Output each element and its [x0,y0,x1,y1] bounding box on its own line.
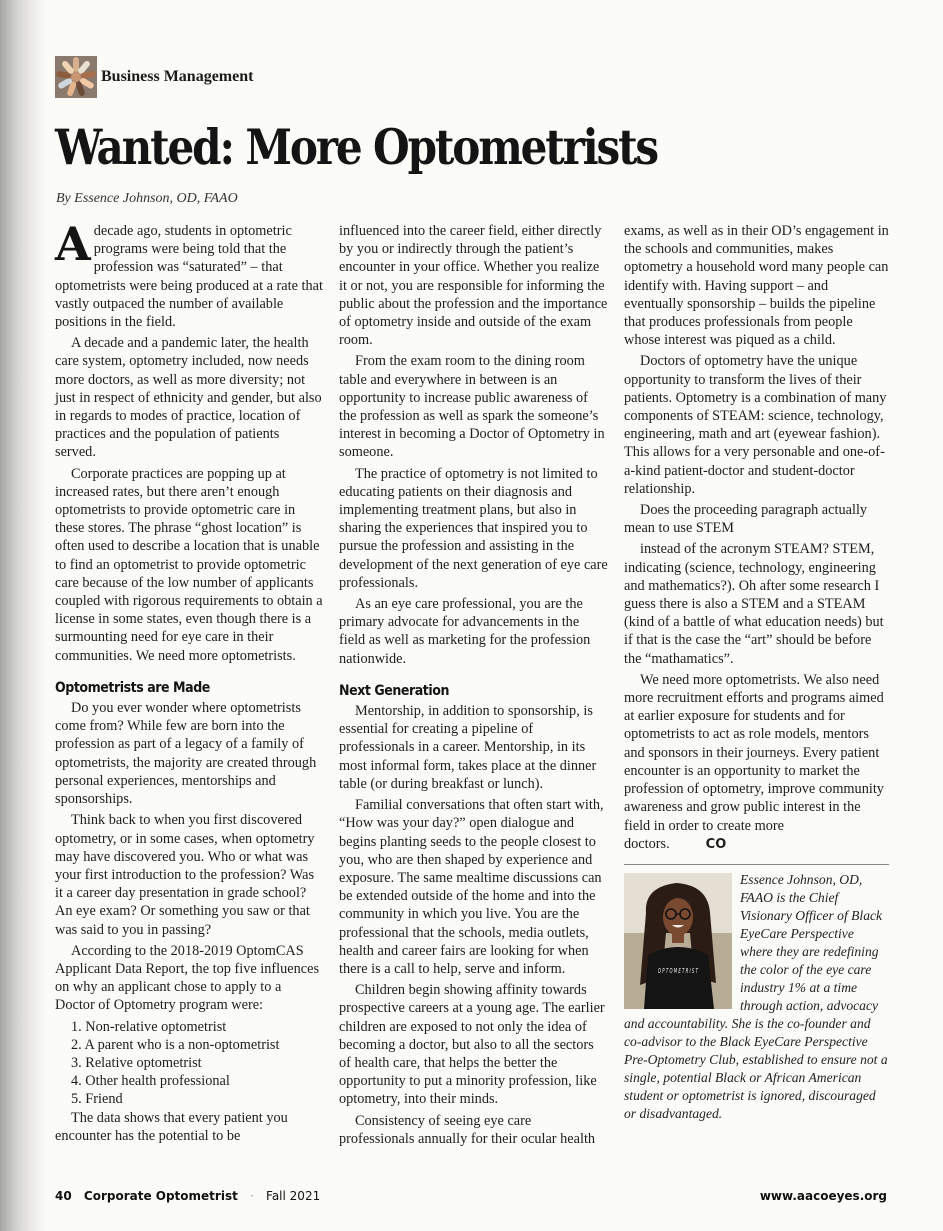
subhead-next-generation: Next Generation [339,682,449,699]
column-1 [55,217,323,1148]
list-item: 3. Relative optometrist [71,1054,202,1071]
paragraph: Adecade ago, students in optometric programs were being told that the profession was “saturated” – that optometrists were being produced at a rate that vastly outpaced the number of available positions in the field. [55,217,323,331]
paragraph: instead of the acronym STEAM? STEM, indicating (science, technology, engineering and mathematics?). Oh after some research I guess there is also a STEM and a STEAM (kind of a battle of what education needs) but if that is the case the “art” should be before the “mathamatics”. [624,541,884,667]
issue-date: Fall 2021 [266,1189,321,1203]
paragraph: Do you ever wonder where optometrists come from? While few are born into the profession as part of a legacy of a family of optometrists, the majority are created through personal experiences, mentorships and sponsorships. [55,700,317,808]
paragraph: Think back to when you first discovered optometry, or in some cases, when optometry may have discovered you. Who or what was your first introduction to the profession? Was it a career day presentation in grade school? An eye exam? Or something you saw or that was said to you in passing? [55,812,315,938]
list-item: 4. Other health professional [71,1073,230,1090]
paragraph: We need more optometrists. We also need more recruitment efforts and programs aimed at earlier exposure for students and for optometrists to act as role models, mentors and sponsors in their journeys. Every patient encounter is an opportunity to market the profession of optometry, improve community awareness and grow public interest in the field in order to create more doctors. CO [624,671,884,852]
bio-divider [624,864,889,865]
paragraph: exams, as well as in their OD’s engagement in the schools and communities, makes optometry a household word many people can identify with. Having support – and eventually sponsorship – builds the pipeline that produces professionals from people whose interest was piqued as a child. [624,223,889,349]
paragraph: Consistency of seeing eye care professionals annually for their ocular health [339,1112,596,1147]
paragraph: Mentorship, in addition to sponsorship, is essential for creating a pipeline of professionals in a career. Mentorship, in its most informal form, takes place at the dinner table (or during breakfast or lunch). [339,703,597,792]
paragraph: Does the proceeding paragraph actually mean to use STEM [624,502,868,537]
paragraph: From the exam room to the dining room table and everywhere in between is an opportunity to increase public awareness of the profession as well as spark the someone’s interest in becoming a Doctor of Optometry in someone. [339,353,605,461]
end-mark: CO [705,836,727,852]
column-2 [339,222,608,1151]
hands-circle-photo-icon [55,56,97,98]
footer-publication [55,1189,320,1203]
footer-website[interactable]: www.aacoeyes.org [759,1189,887,1203]
author-bio-text: Essence Johnson, OD, FAAO is the Chief Visionary Officer of Black EyeCare Perspective where they are redefining the color of the eye care industry 1% at a time through action, advocacy and accountability. She is the co-founder and co-advisor to the Black EyeCare Perspective Pre-Optometry Club, established to ensure not a single, potential Black or African American student or optometrist is ignored, discouraged or disadvantaged. [624,871,888,1121]
paragraph: The data shows that every patient you encounter has the potential to be [55,1109,288,1144]
publication-name: Corporate Optometrist [83,1189,238,1203]
influences-list [55,1018,323,1109]
paragraph: Children begin showing affinity towards prospective careers at a young age. The earlier children are exposed to not only the idea of becoming a doctor, but also to all the sectors of health care, that helps the better the opportunity to put a minority profession, like optometry, into their minds. [339,982,605,1108]
article-title: Wanted: More Optometrists [55,118,657,176]
author-portrait-photo-icon [624,873,732,1009]
paragraph: The practice of optometry is not limited to educating patients on their diagnosis and implementing treatment plans, but also in sharing the experiences that inspired you to pursue the profession and assisting in the development of the next generation of eye care professionals. [339,465,608,591]
section-label: Business Management [101,68,254,85]
paragraph: Familial conversations that often start with, “How was your day?” open dialogue and begins planting seeds to the people closest to you, who are then shaped by experience and exposure. The same mealtime discussions can be extended outside of the home and into the community in which you live. You are the professional that the schools, media outlets, health and career fairs are looking for when there is a call to help, serve and inform. [339,797,604,977]
list-item: 1. Non-relative optometrist [71,1018,227,1035]
paragraph: Doctors of optometry have the unique opportunity to transform the lives of their patients. Optometry is a combination of many components of STEAM: science, technology, engineering, math and art (eyewear fashion). This allows for a very personable and one-of-a-kind patient-doctor and student-doctor relationship. [624,353,887,497]
paragraph: influenced into the career field, either directly by you or indirectly through the patient’s encounter in your office. Whether you realize it or not, you are responsible for informing the public about the profession and the importance of optometry inside and outside of the exam room. [339,223,608,349]
svg-text:O P T O M E T R I S T: O P T O M E T R I S T [658,966,699,975]
page-binding-shadow [0,0,46,1231]
paragraph: According to the 2018-2019 OptomCAS Applicant Data Report, the top five influences on why an applicant chose to apply to a Doctor of Optometry program were: [55,942,320,1014]
column-3 [624,222,889,1123]
paragraph: As an eye care professional, you are the primary advocate for advancements in the field as well as marketing for the profession nationwide. [339,596,591,667]
section-header [55,56,253,98]
paragraph: Corporate practices are popping up at increased rates, but there aren’t enough optometrists to provide optometric care in these stores. The phrase “ghost location” is often used to describe a location that is unable to find an optometrist to provide optometric care because of the low number of applicants coupled with rigorous requirements to obtain a license in some states, even though there is a surmounting need for eye care in their communities. We need more optometrists. [55,465,323,664]
page-number: 40 [55,1189,72,1203]
author-bio [624,871,889,1123]
subhead-optometrists-are-made: Optometrists are Made [55,679,210,696]
paragraph: A decade and a pandemic later, the health care system, optometry included, now needs more doctors, as well as more diversity; not just in respect of ethnicity and gender, but also in regards to modes of practice, location of practices and the population of patients served. [55,335,322,461]
byline: By Essence Johnson, OD, FAAO [56,191,238,206]
drop-cap: A [55,217,91,271]
list-item: 2. A parent who is a non-optometrist [71,1036,280,1053]
footer-separator: · [250,1189,254,1203]
list-item: 5. Friend [71,1091,123,1108]
